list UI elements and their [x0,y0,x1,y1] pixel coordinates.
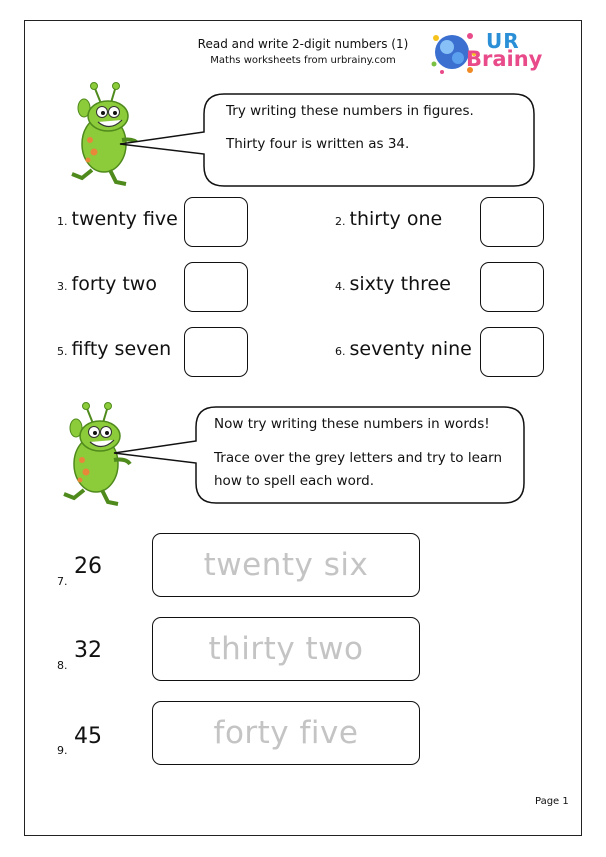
question-word: sixty three [349,273,451,295]
answer-box-2[interactable] [480,197,544,247]
question-2 [335,208,442,230]
question-number: 3. [57,280,68,293]
word-question-9-value: 45 [74,724,102,749]
question-number: 1. [57,215,68,228]
word-question-7-value: 26 [74,554,102,579]
logo-text-ur: UR [486,29,520,53]
question-6 [335,338,472,360]
answer-box-3[interactable] [184,262,248,312]
question-word: fifty seven [71,338,172,360]
question-number: 9. [57,744,68,757]
bubble1-line2: Thirty four is written as 34. [226,136,410,152]
worksheet-subtitle: Maths worksheets from urbrainy.com [210,55,396,66]
question-number: 6. [335,345,346,358]
logo-text-brainy: Brainy [466,47,543,71]
question-number: 7. [57,575,68,588]
answer-box-5[interactable] [184,327,248,377]
trace-box-9[interactable] [152,701,420,765]
question-word: forty two [71,273,157,295]
question-3 [57,273,157,295]
bubble1-line1: Try writing these numbers in figures. [226,103,474,119]
question-word: seventy nine [349,338,472,360]
question-number: 5. [57,345,68,358]
question-number: 8. [57,659,68,672]
bubble2-line2: Trace over the grey letters and try to learn [214,450,503,466]
word-question-7-number [57,570,68,589]
question-5 [57,338,171,360]
page-number: Page 1 [535,796,569,807]
trace-word: forty five [213,715,359,751]
worksheet-title: Read and write 2-digit numbers (1) [197,37,409,51]
bubble2-line3: how to spell each word. [214,473,375,489]
question-word: twenty five [71,208,178,230]
trace-box-7[interactable] [152,533,420,597]
bubble2-line1: Now try writing these numbers in words! [214,416,490,432]
trace-box-8[interactable] [152,617,420,681]
answer-box-6[interactable] [480,327,544,377]
answer-box-4[interactable] [480,262,544,312]
trace-word: twenty six [203,547,369,583]
question-1 [57,208,178,230]
word-question-8-number [57,654,68,673]
question-number: 4. [335,280,346,293]
question-4 [335,273,451,295]
answer-box-1[interactable] [184,197,248,247]
word-question-8-value: 32 [74,638,102,663]
question-number: 2. [335,215,346,228]
word-question-9-number [57,739,68,758]
question-word: thirty one [349,208,443,230]
trace-word: thirty two [208,631,364,667]
